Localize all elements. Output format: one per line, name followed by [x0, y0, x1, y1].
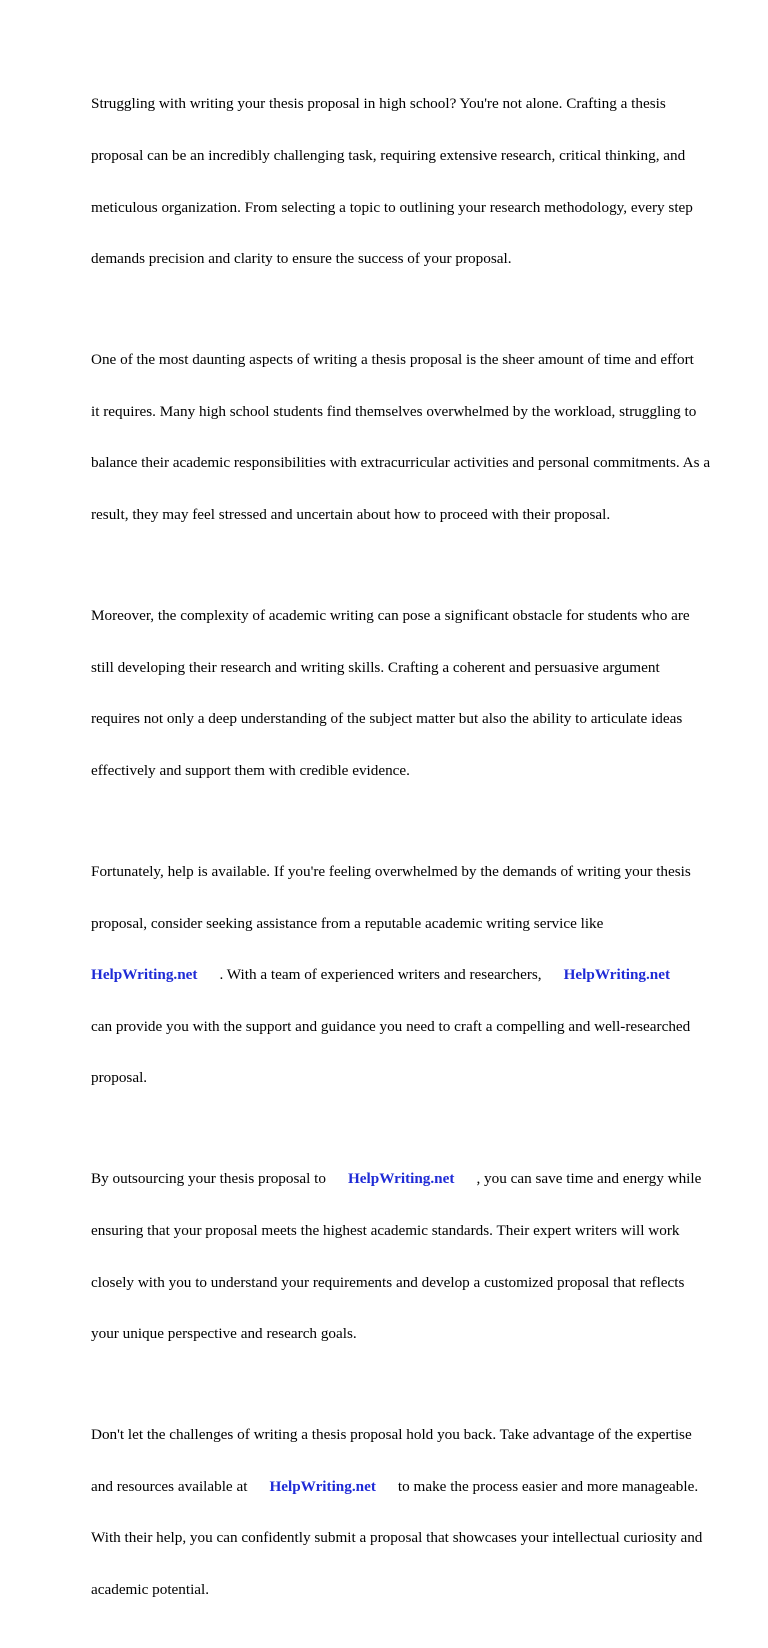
paragraph-line: result, they may feel stressed and uncertain about how to proceed with their proposal.	[91, 506, 611, 524]
paragraph-line: One of the most daunting aspects of writing a thesis proposal is the sheer amount of time and effort	[91, 351, 694, 369]
paragraph-line	[91, 966, 731, 983]
paragraph-line: meticulous organization. From selecting a topic to outlining your research methodology, every step	[91, 198, 693, 216]
paragraph-line: academic potential.	[91, 1581, 210, 1599]
paragraph-line: ensuring that your proposal meets the highest academic standards. Their expert writers will work	[91, 1222, 680, 1239]
paragraph-line	[91, 1478, 731, 1495]
paragraph-line: requires not only a deep understanding of the subject matter but also the ability to articulate ideas	[91, 710, 683, 728]
paragraph-line: your unique perspective and research goals.	[91, 1325, 357, 1343]
paragraph-line: Struggling with writing your thesis proposal in high school? You're not alone. Crafting a thesis	[91, 95, 666, 113]
paragraph-text: and resources available at	[91, 1477, 248, 1495]
helpwriting-link[interactable]: HelpWriting.net	[269, 1477, 376, 1495]
paragraph-4	[91, 829, 731, 1121]
paragraph-line: can provide you with the support and guidance you need to craft a compelling and well-researched	[91, 1017, 691, 1035]
paragraph-line: closely with you to understand your requirements and develop a customized proposal that reflects	[91, 1273, 685, 1291]
paragraph-text: . With a team of experienced writers and researchers,	[219, 966, 542, 984]
paragraph-line: effectively and support them with credible evidence.	[91, 761, 410, 779]
paragraph-6	[91, 1392, 731, 1633]
paragraph-text: , you can save time and energy while	[476, 1170, 702, 1188]
paragraph-line: still developing their research and writing skills. Crafting a coherent and persuasive argument	[91, 658, 660, 676]
paragraph-line	[91, 1170, 731, 1187]
paragraph-5	[91, 1136, 731, 1377]
paragraph-line: proposal can be an incredibly challenging task, requiring extensive research, critical thinking, and	[91, 147, 686, 165]
paragraph-line: demands precision and clarity to ensure the success of your proposal.	[91, 250, 512, 268]
helpwriting-link[interactable]: HelpWriting.net	[347, 1170, 455, 1188]
document-page	[91, 61, 731, 1648]
paragraph-line: proposal.	[91, 1069, 148, 1087]
paragraph-line: With their help, you can confidently submit a proposal that showcases your intellectual curiosity and	[91, 1529, 703, 1547]
paragraph-line: balance their academic responsibilities with extracurricular activities and personal commitments. As a	[91, 454, 711, 472]
helpwriting-link[interactable]: HelpWriting.net	[563, 966, 671, 984]
paragraph-line: Fortunately, help is available. If you're feeling overwhelmed by the demands of writing your thesis	[91, 862, 691, 880]
paragraph-line: Moreover, the complexity of academic writing can pose a significant obstacle for students who are	[91, 607, 690, 625]
paragraph-2	[91, 317, 731, 558]
paragraph-line: proposal, consider seeking assistance from a reputable academic writing service like	[91, 914, 604, 932]
paragraph-3	[91, 573, 731, 814]
paragraph-text: to make the process easier and more manageable.	[397, 1477, 699, 1495]
paragraph-line: it requires. Many high school students find themselves overwhelmed by the workload, struggling to	[91, 402, 697, 420]
paragraph-line: Don't let the challenges of writing a thesis proposal hold you back. Take advantage of the expertise	[91, 1426, 692, 1444]
helpwriting-link[interactable]: HelpWriting.net	[91, 966, 198, 984]
paragraph-1	[91, 61, 731, 302]
paragraph-text: By outsourcing your thesis proposal to	[91, 1170, 326, 1188]
